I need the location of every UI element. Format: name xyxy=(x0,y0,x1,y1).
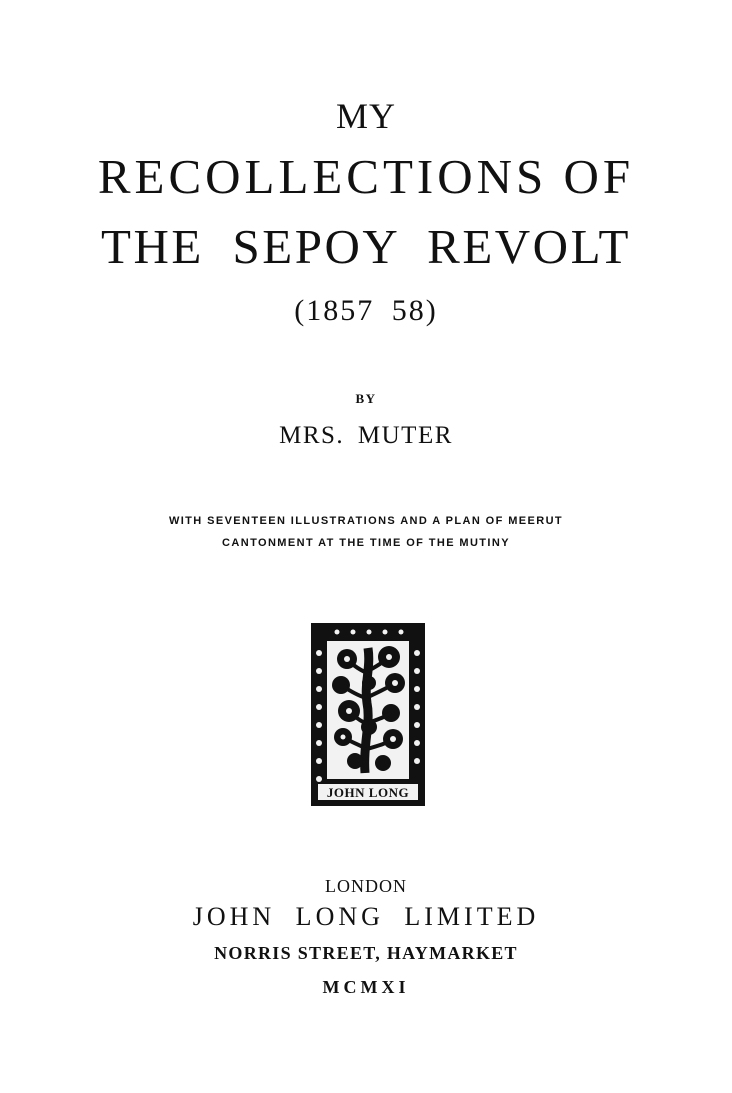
title-line-recollections: RECOLLECTIONS OF xyxy=(97,149,635,204)
imprint-date: MCMXI xyxy=(322,977,410,997)
title-line-my: MY xyxy=(335,96,396,136)
device-label: JOHN LONG xyxy=(326,785,410,800)
imprint-city: LONDON xyxy=(325,876,407,896)
imprint-publisher: JOHN LONG LIMITED xyxy=(192,902,540,931)
publisher-device-icon xyxy=(311,623,425,806)
illustrations-note-line-2: CANTONMENT AT THE TIME OF THE MUTINY xyxy=(222,537,510,549)
title-line-sepoy-revolt: THE SEPOY REVOLT xyxy=(101,219,631,274)
illustrations-note-line-1: WITH SEVENTEEN ILLUSTRATIONS AND A PLAN OF MEERUT xyxy=(168,515,564,527)
author-name: MRS. MUTER xyxy=(279,422,453,449)
imprint-address: NORRIS STREET, HAYMARKET xyxy=(214,943,518,963)
title-years: (1857 58) xyxy=(294,294,438,327)
byline-by: BY xyxy=(355,391,377,406)
